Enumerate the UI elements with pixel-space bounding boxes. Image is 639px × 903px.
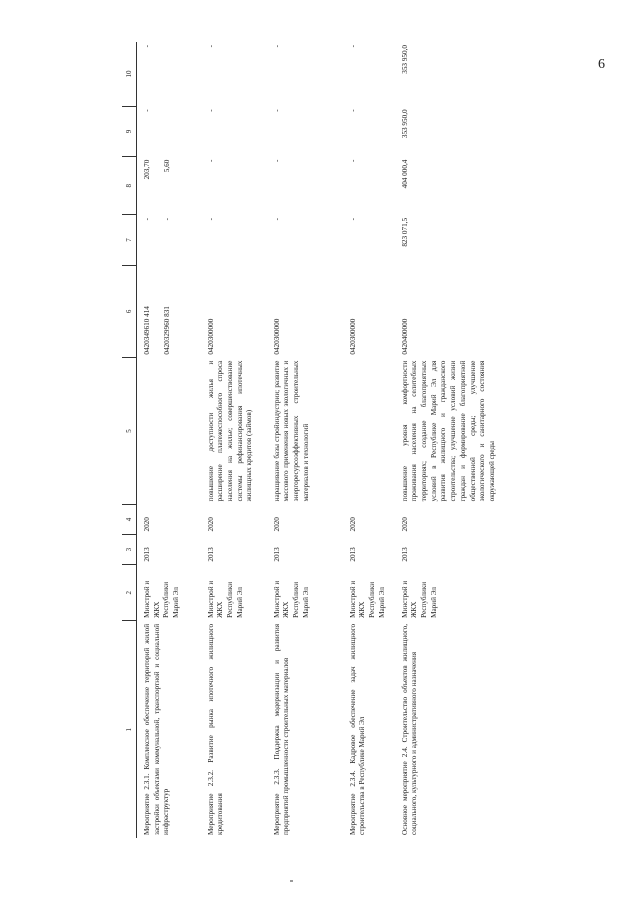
amount-cell: - [348,159,357,163]
start-year: 2013 [143,547,151,562]
header-cell: 2 [122,565,137,621]
end-year: 2020 [272,517,281,532]
header-cell: 1 [122,621,137,838]
header-cell: 7 [122,215,137,265]
table-row [137,42,201,838]
event-name: Мероприятие 2.3.2. Развитие рынка ипотечного жилищного кредитования [206,623,225,835]
header-cell: 9 [122,106,137,156]
end-year: 2020 [400,517,409,532]
budget-code: 0420400000 [400,318,409,355]
header-cell: 4 [122,504,137,534]
end-year: 2020 [143,517,151,532]
amount-cell: 404 000,4 [400,159,409,189]
rotated-table-container [122,42,522,838]
header-cell: 6 [122,265,137,357]
table-row [395,42,523,838]
event-name: Мероприятие 2.3.4. Кадровое обеспечение задач жилищного строительства в Республике Марий Эл [348,623,367,835]
expected-result [137,358,201,505]
header-cell: 3 [122,535,137,565]
executor: Минстрой и ЖКХ Республики Марий Эл [206,580,244,618]
amount-cell: - [206,217,215,221]
start-year: 2013 [206,547,215,562]
budget-code: 0420300000 [206,318,215,355]
expected-result: повышение доступности жилья и расширение платежеспособного спроса населения на жилье; совершенствование системы рефинансирования ипотечных жилищных кредитов (займов) [206,360,254,502]
start-year: 2013 [348,547,357,562]
amount-cell: - [272,217,281,221]
end-year: 2020 [348,517,357,532]
amount-cell: 203,70 5,60 [143,159,171,180]
executor: Минстрой и ЖКХ Республики Марий Эл [143,580,181,618]
budget-code: 0420349610 414 0420329960 831 [143,306,171,355]
amount-cell: - [348,109,357,112]
amount-cell: - [143,109,151,112]
amount-cell: - [348,45,357,48]
event-name: Основное мероприятие 2.4. Строительство объектов жилищного, социального, культурного и административного назначения [400,623,419,835]
amount-cell: - [206,45,215,48]
start-year: 2013 [272,547,281,562]
executor: Минстрой и ЖКХ Республики Марий Эл [348,580,386,618]
table-row [343,42,395,838]
scan-speck [290,880,293,882]
end-year: 2020 [206,517,215,532]
amount-cell: - [206,109,215,112]
event-name: Мероприятие 2.3.1. Комплексное обеспечение территорий жилой застройки объектами коммунальной, транспортной и социальной инфраструктур [143,623,171,835]
amount-cell: - - [143,217,171,221]
amount-cell: 353 950,0 [400,45,409,74]
table-row [267,42,343,838]
amount-cell: - [143,45,151,48]
event-name: Мероприятие 2.3.3. Поддержка модернизации и развития предприятий промышленности строительных материалов [272,623,291,835]
start-year: 2013 [400,547,409,562]
header-cell: 8 [122,157,137,215]
table-row [201,42,267,838]
executor: Минстрой и ЖКХ Республики Марий Эл [400,580,438,618]
executor: Минстрой и ЖКХ Республики Марий Эл [272,580,310,618]
header-row [122,42,137,838]
amount-cell: 353 950,0 [400,109,409,139]
page-number: 6 [598,57,605,72]
header-cell: 5 [122,358,137,505]
budget-code: 0420300000 [348,318,357,355]
program-table [122,42,522,838]
amount-cell: 823 071,5 [400,217,409,247]
budget-code: 0420300000 [272,318,281,355]
amount-cell: - [272,109,281,112]
expected-result: наращивание базы стройиндустрии; развитие массового применения новых экологичных и энергоресурсоэффективных строительных материалов и технологий [272,360,310,502]
amount-cell: - [272,159,281,163]
amount-cell: - [206,159,215,163]
header-cell: 10 [122,42,137,106]
expected-result: повышение уровня комфортности проживания населения на селитебных территориях; создание благоприятных условий в Республике Марий Эл для развития жилищного и гражданского строительства; улучшение условий жизни граждан и формирование благоприятной общественной среды; улучшение экологического и санитарного состояния окружающей среды [400,360,496,502]
amount-cell: - [272,45,281,48]
amount-cell: - [348,217,357,221]
expected-result [343,358,395,505]
